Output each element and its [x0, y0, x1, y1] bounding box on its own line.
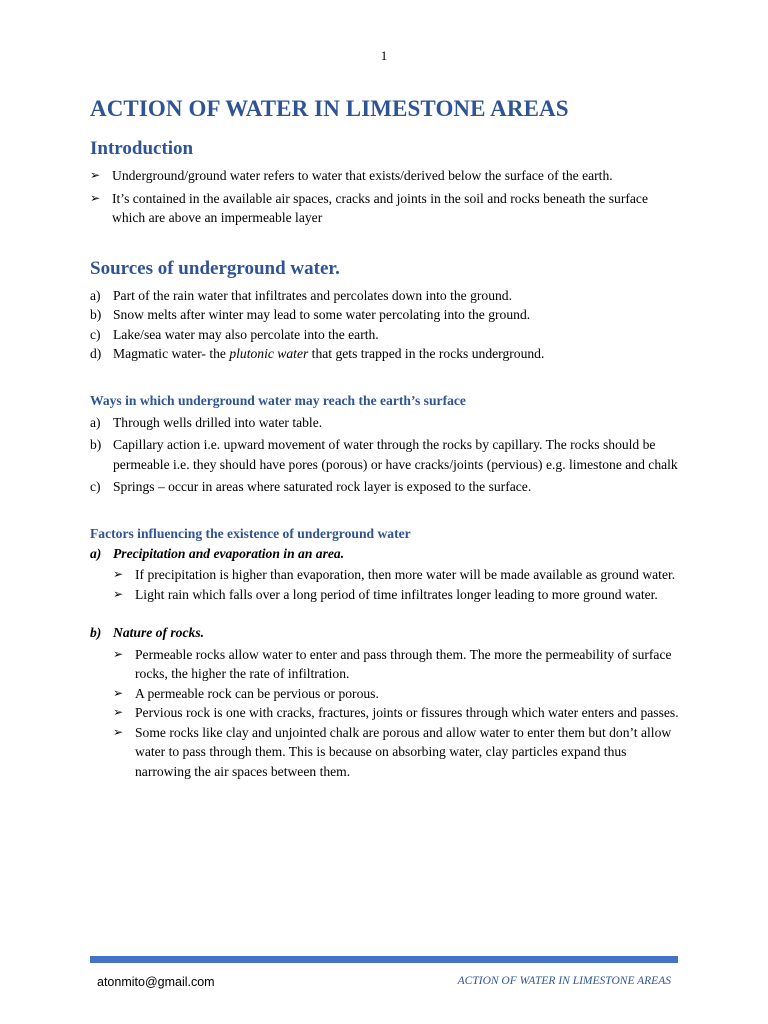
- list-item-text-end: that gets trapped in the rocks underground.: [308, 346, 545, 361]
- list-marker: a): [90, 287, 101, 303]
- list-item: [113, 585, 680, 605]
- arrow-bullet-icon: ➢: [113, 567, 124, 581]
- factor-a-label: Precipitation and evaporation in an area.: [113, 545, 345, 561]
- page-number: 1: [380, 48, 388, 63]
- factor-b-label: Nature of rocks.: [113, 625, 205, 640]
- list-item-text: Some rocks like clay and unjointed chalk are porous and allow water to enter them but don’t allow water to pass through them. This is because on absorbing water, clay particles expand thus narrowing the air spaces between them.: [135, 724, 672, 779]
- list-item: [113, 565, 680, 585]
- sources-heading: Sources of underground water.: [90, 257, 340, 279]
- list-item-text: It’s contained in the available air spaces, cracks and joints in the soil and rocks beneath the surface which are above an impermeable layer: [112, 190, 649, 225]
- list-item: [113, 723, 680, 782]
- factor-a-heading: [90, 544, 680, 564]
- list-marker: d): [90, 346, 102, 361]
- list-item-text: Part of the rain water that infiltrates and percolates down into the ground.: [113, 287, 513, 303]
- list-marker: a): [90, 545, 102, 561]
- list-item-text-start: Magmatic water- the: [113, 346, 230, 361]
- footer-email: atonmito@gmail.com: [97, 975, 215, 989]
- list-item-text: Lake/sea water may also percolate into the earth.: [113, 326, 379, 342]
- list-marker: c): [90, 326, 101, 342]
- arrow-bullet-icon: ➢: [113, 724, 124, 739]
- list-item-text: Underground/ground water refers to water that exists/derived below the surface of the earth.: [112, 168, 613, 183]
- list-item-text: Pervious rock is one with cracks, fractures, joints or fissures through which water enters and passes.: [135, 705, 679, 720]
- document-title: ACTION OF WATER IN LIMESTONE AREAS: [90, 96, 569, 121]
- factor-b-list: [90, 645, 680, 782]
- list-item-text: Snow melts after winter may lead to some water percolating into the ground.: [113, 307, 531, 322]
- list-marker: b): [90, 307, 102, 322]
- list-marker: b): [90, 625, 102, 640]
- list-marker: a): [90, 414, 101, 430]
- arrow-bullet-icon: ➢: [113, 705, 124, 719]
- arrow-bullet-icon: ➢: [90, 190, 101, 205]
- list-item: [113, 684, 680, 704]
- factor-a-list: [90, 565, 680, 604]
- list-item: [90, 286, 680, 306]
- list-item: [113, 703, 680, 723]
- list-item-text: Capillary action i.e. upward movement of water through the rocks by capillary. The rocks should be permeable i.e. they should have pores (porous) or have cracks/joints (pervious) e.g. limestone and chalk: [113, 437, 678, 472]
- list-item-text: A permeable rock can be pervious or porous.: [135, 685, 379, 701]
- list-item-text: Permeable rocks allow water to enter and pass through them. The more the permeability of surface rocks, the higher the rate of infiltration.: [135, 646, 672, 681]
- introduction-heading: Introduction: [90, 138, 194, 159]
- list-item: [90, 325, 680, 345]
- list-marker: b): [90, 437, 102, 452]
- list-item-text: If precipitation is higher than evaporation, then more water will be made available as ground water.: [135, 567, 676, 582]
- list-item: [113, 645, 680, 684]
- list-item: [90, 189, 680, 228]
- list-item-text: Springs – occur in areas where saturated rock layer is exposed to the surface.: [113, 479, 532, 494]
- list-item: [90, 166, 680, 186]
- page-content: [90, 92, 680, 781]
- footer-rule: [90, 956, 678, 963]
- arrow-bullet-icon: ➢: [113, 646, 124, 661]
- list-item: [90, 413, 680, 433]
- sources-list: [90, 286, 680, 364]
- list-item-text: Through wells drilled into water table.: [113, 414, 323, 430]
- list-item: [90, 477, 680, 497]
- introduction-list: [90, 166, 680, 228]
- list-item: [90, 305, 680, 325]
- list-item: [90, 435, 680, 474]
- list-item: [90, 344, 680, 364]
- footer-title: ACTION OF WATER IN LIMESTONE AREAS: [457, 975, 671, 987]
- arrow-bullet-icon: ➢: [113, 685, 124, 700]
- arrow-bullet-icon: ➢: [90, 168, 101, 182]
- factors-heading: Factors influencing the existence of underground water: [90, 525, 411, 541]
- list-item-text: Light rain which falls over a long period of time infiltrates longer leading to more ground water.: [135, 586, 658, 602]
- ways-heading: Ways in which underground water may reach the earth’s surface: [90, 392, 466, 408]
- list-marker: c): [90, 479, 101, 494]
- arrow-bullet-icon: ➢: [113, 586, 124, 601]
- list-item-text-italic: plutonic water: [229, 346, 309, 361]
- factor-b-heading: [90, 623, 680, 643]
- ways-list: [90, 413, 680, 497]
